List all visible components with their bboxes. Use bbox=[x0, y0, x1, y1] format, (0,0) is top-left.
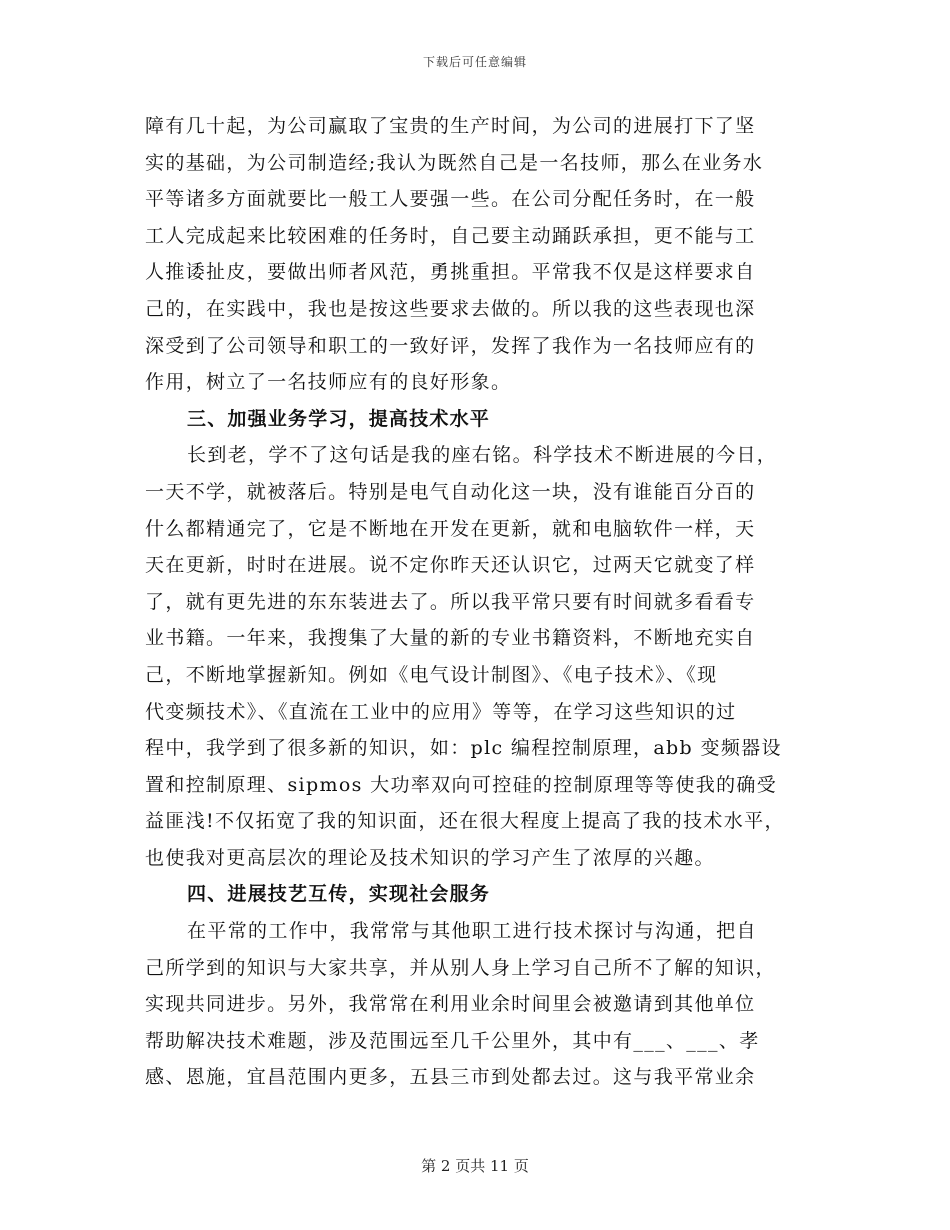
body-line: 工人完成起来比较困难的任务时，自己要主动踊跃承担，更不能与工 bbox=[145, 224, 756, 247]
section-heading-3: 三、加强业务学习，提高技术水平 bbox=[187, 407, 491, 430]
section-heading-4: 四、进展技艺互传，实现社会服务 bbox=[187, 883, 491, 906]
page-header-note: 下载后可任意编辑 bbox=[422, 55, 527, 69]
body-line: 了，就有更先进的东东装进去了。所以我平常只要有时间就多看看专 bbox=[145, 590, 756, 613]
body-line: 己的，在实践中，我也是按这些要求去做的。所以我的这些表现也深 bbox=[145, 297, 756, 320]
body-line: 平等诸多方面就要比一般工人要强一些。在公司分配任务时，在一般 bbox=[145, 188, 756, 211]
page-footer: 第 2 页共 11 页 bbox=[421, 1157, 529, 1175]
body-line: 在平常的工作中，我常常与其他职工进行技术探讨与沟通，把自 bbox=[187, 920, 757, 943]
body-line: 天在更新，时时在进展。说不定你昨天还认识它，过两天它就变了样 bbox=[145, 554, 756, 577]
body-line: 也使我对更高层次的理论及技术知识的学习产生了浓厚的兴趣。 bbox=[145, 846, 715, 869]
body-line: 障有几十起，为公司赢取了宝贵的生产时间，为公司的进展打下了坚 bbox=[145, 115, 756, 137]
body-line: 感、恩施，宜昌范围内更多，五县三市到处都去过。这与我平常业余 bbox=[145, 1066, 756, 1089]
body-line: 置和控制原理、sipmos 大功率双向可控硅的控制原理等等使我的确受 bbox=[145, 773, 778, 796]
body-line: 益匪浅!不仅拓宽了我的知识面，还在很大程度上提高了我的技术水平， bbox=[145, 810, 785, 833]
body-line: 人推诿扯皮，要做出师者风范，勇挑重担。平常我不仅是这样要求自 bbox=[145, 261, 756, 284]
body-line: 一天不学，就被落后。特别是电气自动化这一块，没有谁能百分百的 bbox=[145, 480, 756, 503]
document-body bbox=[145, 108, 815, 1096]
body-line: 帮助解决技术难题，涉及范围远至几千公里外，其中有___、___、孝 bbox=[145, 1029, 760, 1052]
body-line: 什么都精通完了，它是不断地在开发在更新，就和电脑软件一样，天 bbox=[145, 517, 756, 540]
body-line: 作用，树立了一名技师应有的良好形象。 bbox=[145, 371, 512, 394]
body-line: 己所学到的知识与大家共享，并从别人身上学习自己所不了解的知识， bbox=[145, 956, 776, 979]
body-line: 实的基础，为公司制造经;我认为既然自己是一名技师，那么在业务水 bbox=[145, 151, 764, 174]
body-line: 己，不断地掌握新知。例如《电气设计制图》、《电子技术》、《现 bbox=[145, 663, 718, 686]
body-line: 代变频技术》、《直流在工业中的应用》等等，在学习这些知识的过 bbox=[145, 700, 737, 723]
body-line: 长到老，学不了这句话是我的座右铭。科学技术不断进展的今日， bbox=[187, 444, 778, 467]
body-line: 深受到了公司领导和职工的一致好评，发挥了我作为一名技师应有的 bbox=[145, 334, 756, 357]
body-line: 业书籍。一年来，我搜集了大量的新的专业书籍资料，不断地充实自 bbox=[145, 627, 756, 650]
body-line: 实现共同进步。另外，我常常在利用业余时间里会被邀请到其他单位 bbox=[145, 993, 756, 1016]
body-line: 程中，我学到了很多新的知识，如：plc 编程控制原理，abb 变频器设 bbox=[145, 737, 782, 760]
